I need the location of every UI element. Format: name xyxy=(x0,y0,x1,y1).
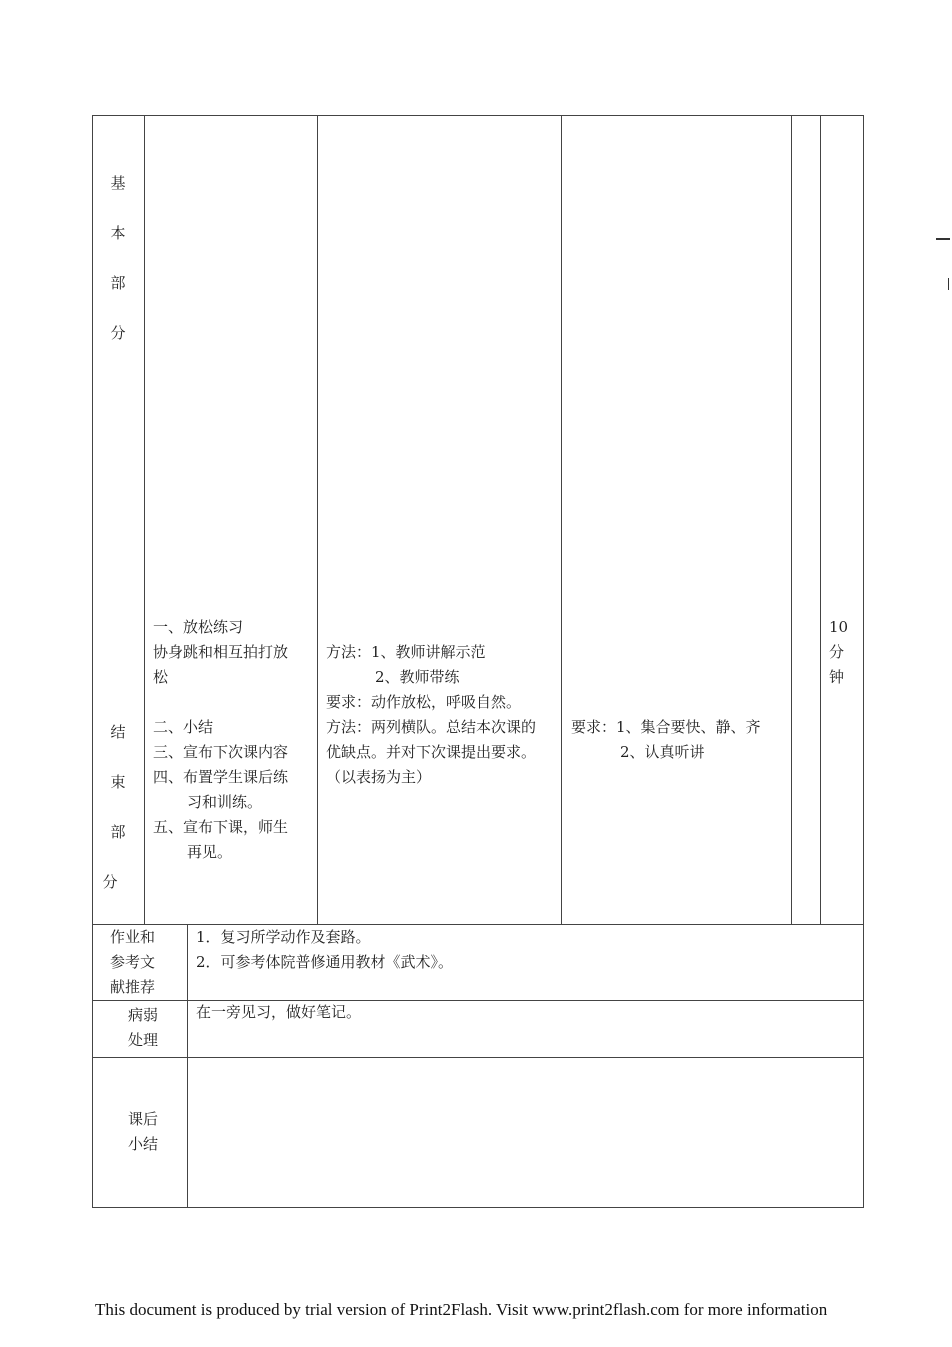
content-line: 五、宣布下课，师生 xyxy=(153,818,289,836)
content-line: 四、布置学生课后练 xyxy=(153,768,289,786)
basic-label-char: 本 xyxy=(110,224,126,242)
divider-col4 xyxy=(791,115,792,924)
divider-col1 xyxy=(144,115,145,924)
time-unit-char: 钟 xyxy=(829,668,845,686)
requirement-line: 2、认真听讲 xyxy=(620,743,705,761)
homework-label-line: 参考文 xyxy=(110,953,156,971)
summary-label-line: 课后 xyxy=(128,1110,159,1128)
content-line: 松 xyxy=(153,668,169,686)
method-line: 方法：1、教师讲解示范 xyxy=(326,643,486,661)
divider-col5 xyxy=(820,115,821,924)
table-border-bottom xyxy=(92,1207,864,1208)
method-line: 要求：动作放松，呼吸自然。 xyxy=(326,693,522,711)
basic-label-char: 分 xyxy=(110,324,126,342)
content-line: 一、放松练习 xyxy=(153,618,244,636)
homework-item: 2．可参考体院普修通用教材《武术》。 xyxy=(196,953,454,971)
homework-label-line: 献推荐 xyxy=(110,978,156,996)
method-line: （以表扬为主） xyxy=(326,768,432,786)
table-border-left xyxy=(92,115,93,1208)
sick-handling-text: 在一旁见习，做好笔记。 xyxy=(196,1003,362,1021)
basic-label-char: 基 xyxy=(110,174,126,192)
time-number: 10 xyxy=(829,618,849,636)
requirement-line: 要求：1、集合要快、静、齐 xyxy=(571,718,761,736)
homework-item: 1．复习所学动作及套路。 xyxy=(196,928,371,946)
method-line: 2、教师带练 xyxy=(375,668,460,686)
closing-label-char: 部 xyxy=(110,823,126,841)
trial-footer-notice: This document is produced by trial version of Print2Flash. Visit www.print2flash.com for more information xyxy=(95,1300,828,1319)
divider-col3 xyxy=(561,115,562,924)
table-border-top xyxy=(92,115,864,116)
homework-label-line: 作业和 xyxy=(110,928,156,946)
divider-col2 xyxy=(317,115,318,924)
basic-label-char: 部 xyxy=(110,274,126,292)
content-line: 二、小结 xyxy=(153,718,214,736)
content-line: 习和训练。 xyxy=(187,793,263,811)
sick-label-line: 处理 xyxy=(128,1031,159,1049)
edge-dash-mark xyxy=(936,238,950,240)
content-line: 再见。 xyxy=(187,843,233,861)
edge-tick-mark xyxy=(948,278,949,290)
divider-label-column xyxy=(187,924,188,1208)
method-line: 方法：两列横队。总结本次课的 xyxy=(326,718,537,736)
content-line: 协身跳和相互拍打放 xyxy=(153,643,289,661)
method-line: 优缺点。并对下次课提出要求。 xyxy=(326,743,537,761)
content-line: 三、宣布下次课内容 xyxy=(153,743,289,761)
closing-label-char: 束 xyxy=(110,773,126,791)
sick-label-line: 病弱 xyxy=(128,1006,159,1024)
table-border-right xyxy=(863,115,864,1208)
closing-label-char: 结 xyxy=(110,723,126,741)
divider-row-summary xyxy=(92,1057,864,1058)
time-unit-char: 分 xyxy=(829,643,845,661)
summary-label-line: 小结 xyxy=(128,1135,159,1153)
closing-label-char: 分 xyxy=(102,873,118,891)
